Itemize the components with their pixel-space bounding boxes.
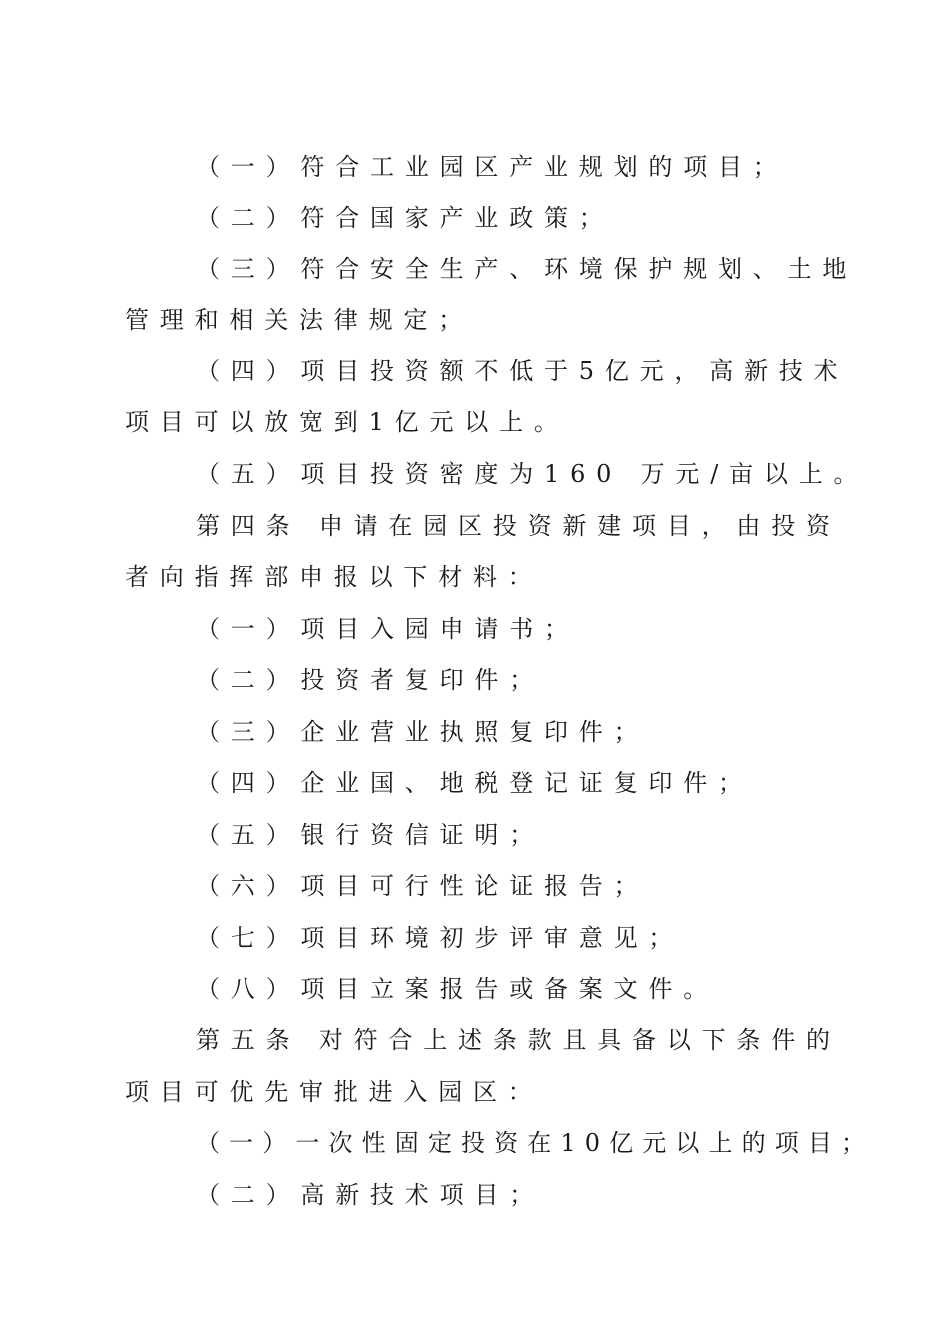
- article-4-item-5: （五）银行资信证明；: [196, 821, 544, 849]
- article-4-line-2: 者向指挥部申报以下材料：: [125, 563, 543, 591]
- article-4-item-8: （八）项目立案报告或备案文件。: [196, 975, 718, 1003]
- article-4-item-7: （七）项目环境初步评审意见；: [196, 924, 684, 952]
- clause-3-item-2: （二）符合国家产业政策；: [196, 204, 614, 232]
- clause-3-item-1: （一）符合工业园区产业规划的项目；: [196, 153, 788, 181]
- clause-3-item-5: （五）项目投资密度为160 万元/亩以上。: [196, 460, 869, 488]
- clause-3-item-3-line-1: （三）符合安全生产、环境保护规划、土地: [196, 255, 858, 283]
- clause-3-item-3-line-2: 管理和相关法律规定；: [125, 306, 473, 334]
- article-5-item-1: （一）一次性固定投资在10亿元以上的项目；: [196, 1129, 875, 1157]
- article-5-item-2: （二）高新技术项目；: [196, 1181, 544, 1209]
- article-4-item-4: （四）企业国、地税登记证复印件；: [196, 769, 753, 797]
- article-4-line-1: 第四条 申请在园区投资新建项目，由投资: [196, 512, 841, 540]
- clause-3-item-4-line-1: （四）项目投资额不低于5亿元，高新技术: [196, 357, 849, 385]
- article-5-line-1: 第五条 对符合上述条款且具备以下条件的: [196, 1026, 841, 1054]
- article-4-item-3: （三）企业营业执照复印件；: [196, 718, 649, 746]
- article-4-item-6: （六）项目可行性论证报告；: [196, 872, 649, 900]
- clause-3-item-4-line-2: 项目可以放宽到1亿元以上。: [125, 408, 569, 436]
- article-4-item-2: （二）投资者复印件；: [196, 666, 544, 694]
- article-5-line-2: 项目可优先审批进入园区：: [125, 1078, 543, 1106]
- article-4-item-1: （一）项目入园申请书；: [196, 615, 579, 643]
